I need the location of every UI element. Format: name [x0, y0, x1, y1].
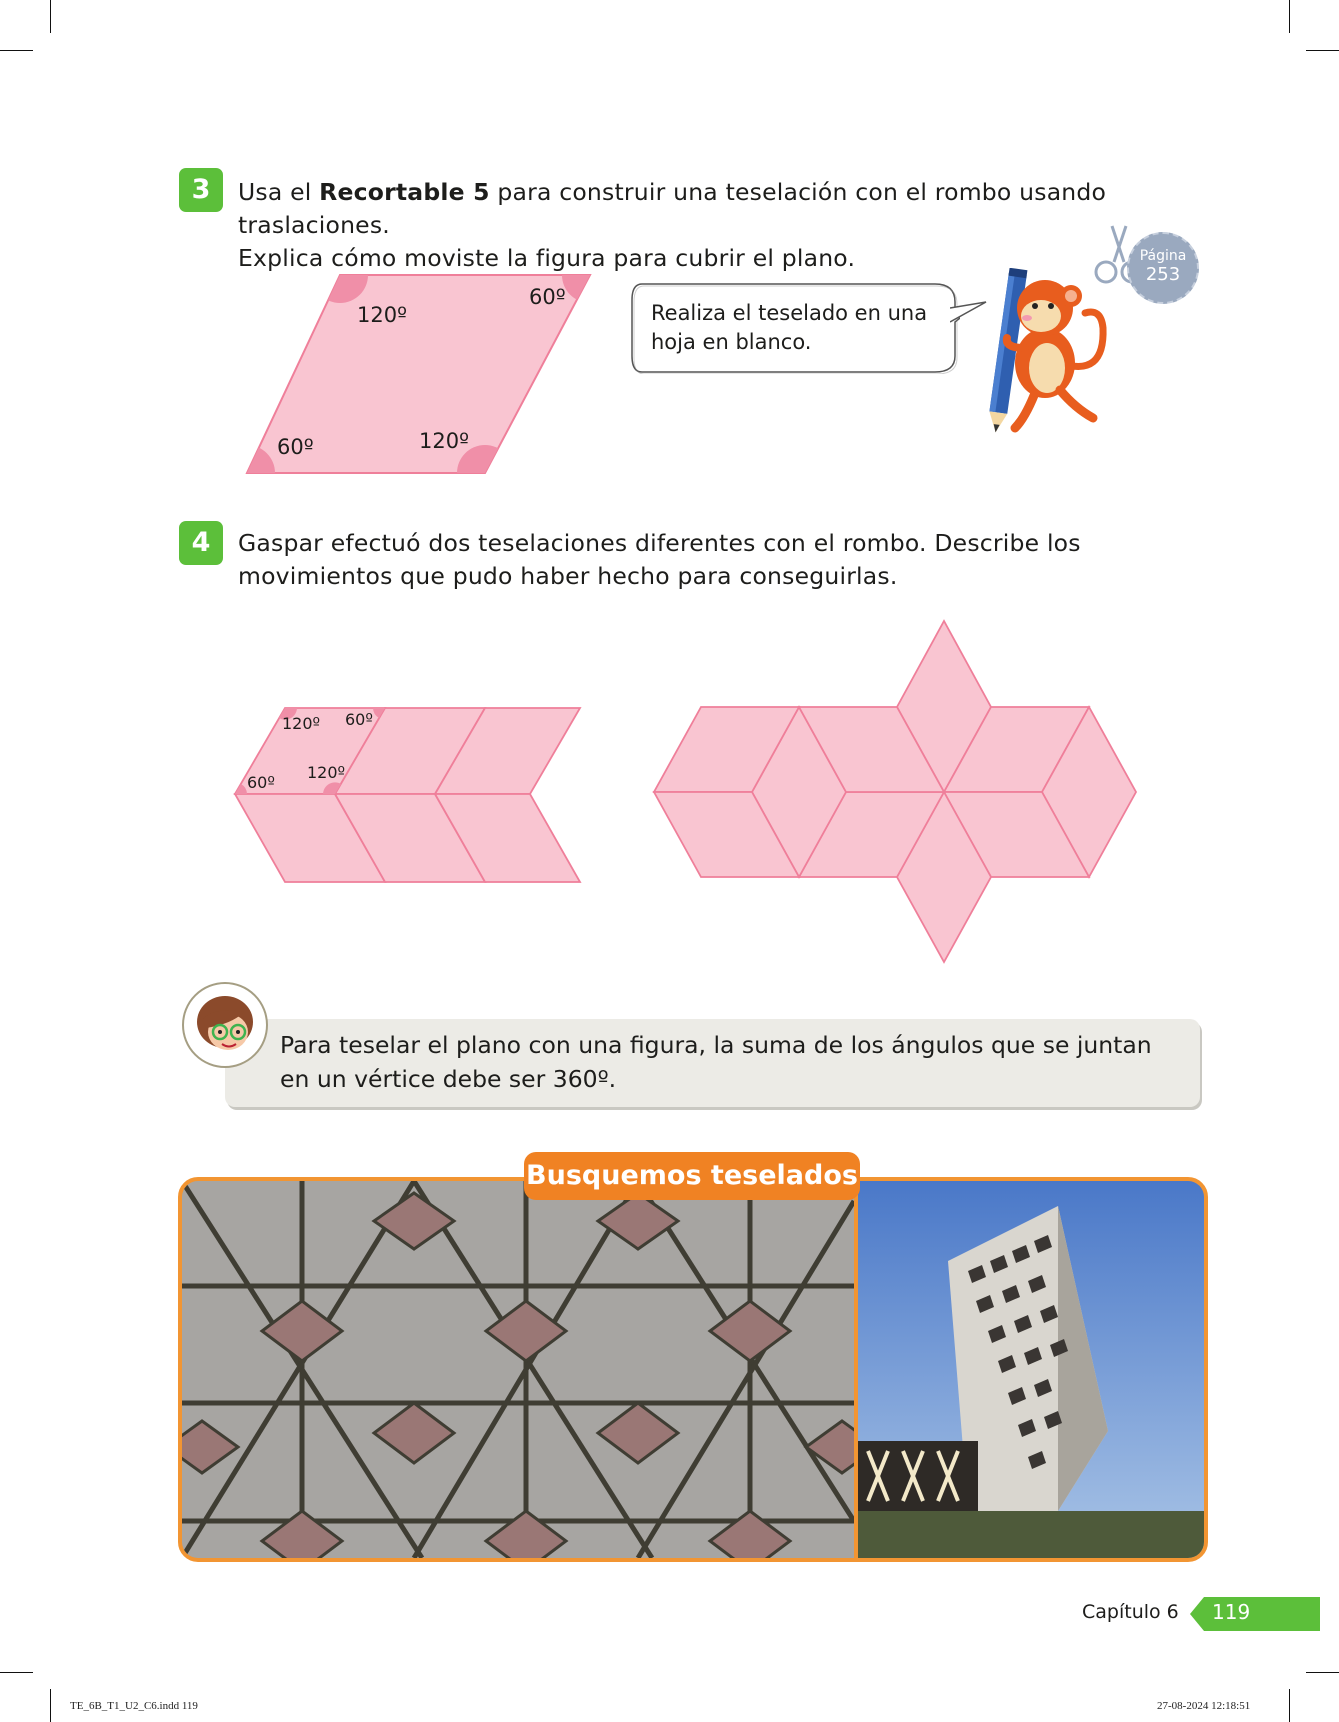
question-3-text-before: Usa el	[238, 178, 320, 206]
question-3-line2: Explica cómo moviste la figura para cubrir el plano.	[238, 244, 856, 272]
crop-mark	[1306, 50, 1339, 51]
angle-label-bottom-left: 60º	[277, 435, 314, 459]
girl-face-icon	[184, 984, 266, 1066]
question-3-number: 3	[179, 168, 223, 212]
question-4-number: 4	[179, 521, 223, 565]
question-3-text-bold: Recortable 5	[319, 178, 490, 206]
monkey-pencil-illustration	[975, 268, 1125, 438]
tessellation-1	[225, 700, 595, 890]
tip-text: Para teselar el plano con una figura, la suma de los ángulos que se juntan en un vértice debe ser 360º.	[280, 1031, 1152, 1093]
print-timestamp: 27-08-2024 12:18:51	[1157, 1700, 1251, 1712]
crop-mark	[50, 1689, 51, 1722]
teacher-avatar	[182, 982, 268, 1068]
crop-mark	[0, 1672, 33, 1673]
crop-mark	[1289, 1689, 1290, 1722]
tessellation-2	[640, 615, 1150, 975]
tessellation-1-angle-a: 120º	[282, 714, 321, 733]
file-info: TE_6B_T1_U2_C6.indd 119	[70, 1700, 198, 1712]
crop-mark	[0, 50, 33, 51]
page-number-tab	[1190, 1597, 1320, 1631]
page-number: 119	[1212, 1600, 1251, 1624]
paving-tiles-photo	[182, 1181, 854, 1558]
busquemos-title: Busquemos teselados	[524, 1152, 860, 1200]
crop-mark	[1306, 1672, 1339, 1673]
page-reference-badge	[1127, 232, 1199, 304]
chapter-label: Capítulo 6	[1082, 1601, 1179, 1623]
crop-mark	[50, 0, 51, 33]
tessellation-1-angle-d: 120º	[307, 763, 346, 782]
tessellation-1-angle-c: 60º	[247, 773, 275, 792]
question-3-text-after: para construir una teselación con el rombo usando traslaciones.	[238, 178, 1107, 239]
page-reference-label: Página	[1139, 248, 1187, 264]
angle-label-top-right: 60º	[529, 285, 566, 309]
question-4-text: Gaspar efectuó dos teselaciones diferentes con el rombo. Describe los movimientos que pudo haber hecho para conseguirlas.	[238, 529, 1081, 590]
building-photo	[858, 1181, 1204, 1558]
angle-label-bottom-right: 120º	[419, 429, 469, 453]
crop-mark	[1289, 0, 1290, 33]
busquemos-frame	[178, 1177, 1208, 1562]
angle-label-top-left: 120º	[357, 303, 407, 327]
question-3-text	[238, 176, 1198, 275]
tessellation-1-angle-b: 60º	[345, 710, 373, 729]
page-reference-number: 253	[1145, 264, 1181, 285]
speech-bubble-text: Realiza el teselado en una hoja en blanco.	[651, 301, 928, 354]
